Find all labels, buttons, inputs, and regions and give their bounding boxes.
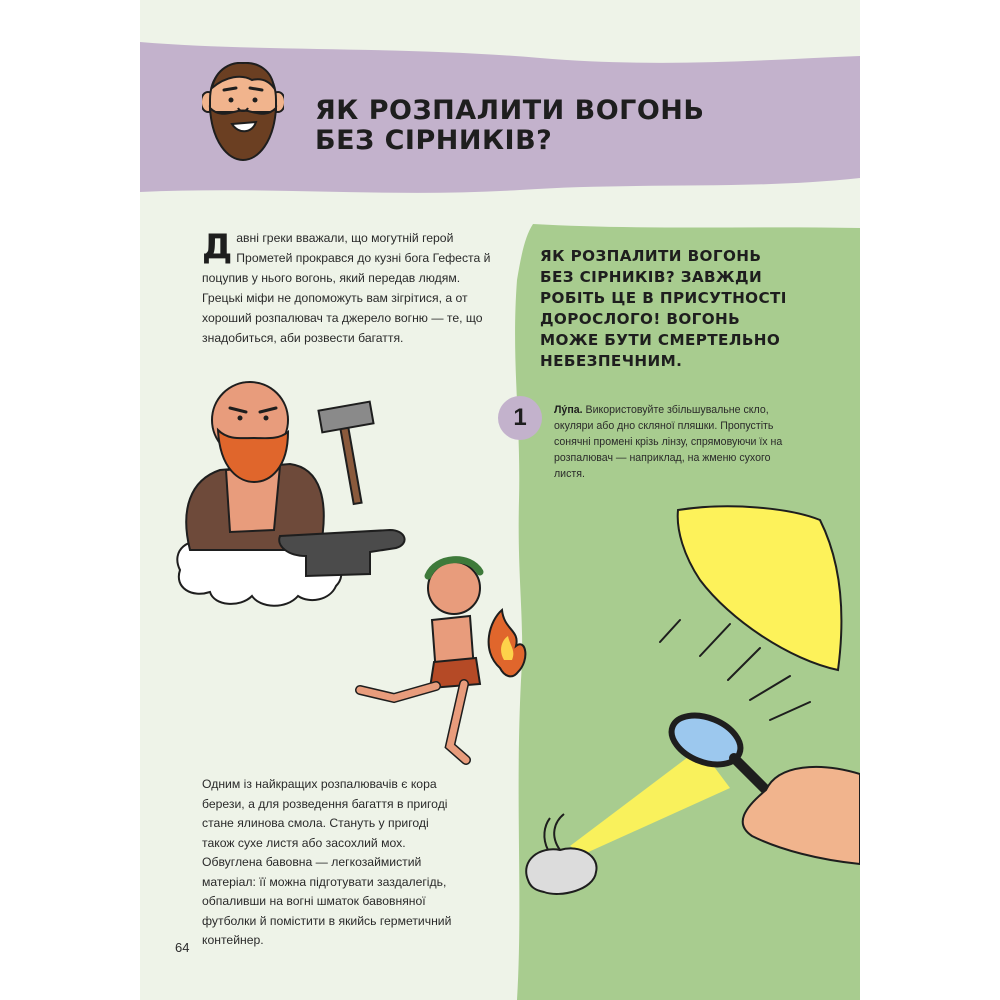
warning-line: НЕБЕЗПЕЧНИМ. — [540, 352, 683, 370]
title-line-1: ЯК РОЗПАЛИТИ ВОГОНЬ — [315, 95, 705, 126]
page-title — [315, 96, 815, 156]
tinder-paragraph: Одним із найкращих розпалювачів є кора берези, а для розведення багаття в пригоді стане ялинова смола. Стануть у пригоді також сухе листя або засохлий мох. Обвуглена бавовна — легкозаймистий матеріал: її можна підготувати заздалегідь, обпаливши на вогні шматок бавовняної футболки й помістити в якийсь герметичний контейнер. — [202, 777, 452, 947]
step-1-term: Лу́па. — [554, 404, 583, 416]
book-page — [140, 0, 860, 1000]
magnifying-glass-illustration — [520, 700, 860, 920]
warning-line: РОБІТЬ ЦЕ В ПРИСУТНОСТІ — [540, 289, 787, 307]
warning-line: ДОРОСЛОГО! ВОГОНЬ — [540, 310, 741, 328]
safety-warning — [540, 246, 830, 372]
bearded-man-face-icon — [202, 62, 284, 162]
warning-line: БЕЗ СІРНИКІВ? ЗАВЖДИ — [540, 268, 763, 286]
step-number-badge: 1 — [498, 396, 542, 440]
title-line-2: БЕЗ СІРНИКІВ? — [315, 125, 553, 156]
warning-line: ЯК РОЗПАЛИТИ ВОГОНЬ — [540, 247, 762, 265]
warning-line: МОЖЕ БУТИ СМЕРТЕЛЬНО — [540, 331, 781, 349]
step-1-text — [554, 402, 804, 482]
intro-text: авні греки вважали, що могутній герой Прометей прокрався до кузні бога Гефеста й поцупив у нього вогонь, який передав людям. Грецькі міфи не допоможуть вам зігрітися, а от хороший розпалювач та джерело вогню — те, що знадобиться, аби розвести багаття. — [202, 231, 491, 345]
page-number: 64 — [175, 940, 190, 955]
dropcap: Д — [202, 227, 233, 267]
intro-paragraph — [202, 228, 502, 348]
step-1-description: Використовуйте збільшувальне скло, окуляри або дно скляної пляшки. Пропустіть сонячні промені крізь лінзу, спрямовуючи їх на розпалювач — наприклад, на жменю сухого листя. — [554, 404, 783, 480]
